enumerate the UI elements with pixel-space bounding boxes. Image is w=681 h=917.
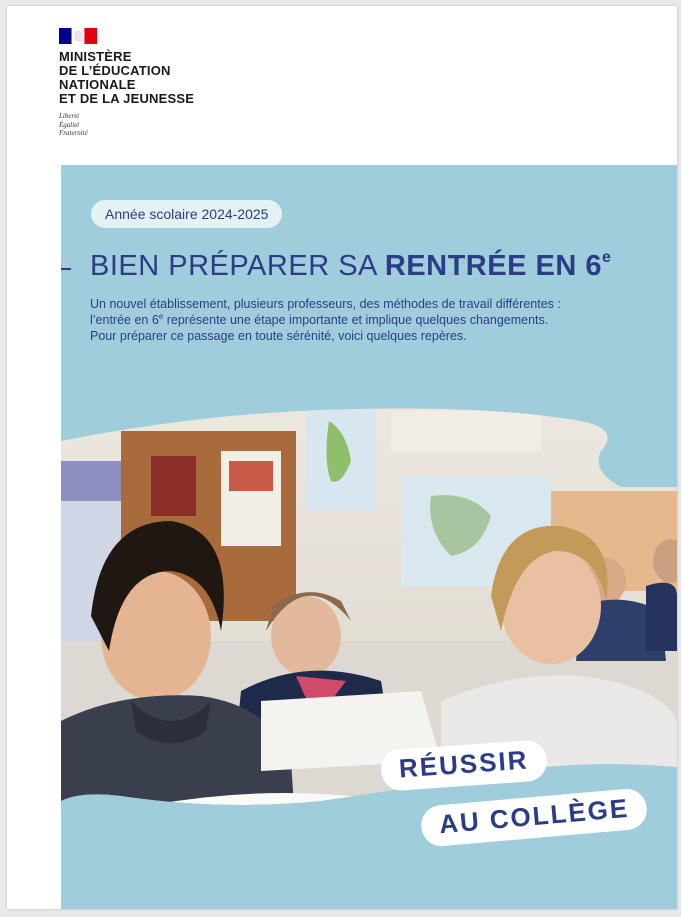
ministry-name <box>59 50 259 106</box>
reussir-sticker: RÉUSSIR <box>380 739 548 791</box>
intro-text <box>90 296 650 344</box>
college-sticker: AU COLLÈGE <box>420 787 649 848</box>
marianne-flag-icon <box>59 28 97 44</box>
school-year-badge: Année scolaire 2024-2025 <box>91 200 282 228</box>
motto-line: Égalité <box>59 120 80 129</box>
intro-superscript: e <box>158 311 164 321</box>
intro-line: Un nouvel établissement, plusieurs professeurs, des méthodes de travail différentes : <box>90 297 561 311</box>
intro-line: Pour préparer ce passage en toute sérénité, voici quelques repères. <box>90 329 467 343</box>
title-bold: RENTRÉE EN 6 <box>384 250 602 282</box>
cover-panel <box>61 165 677 909</box>
page-title <box>90 249 611 283</box>
title-superscript: e <box>601 249 612 266</box>
motto-line: Fraternité <box>59 129 88 137</box>
title-regular: BIEN PRÉPARER SA <box>90 250 385 282</box>
brochure-page <box>7 6 677 909</box>
republic-motto <box>59 112 88 138</box>
intro-line <box>90 312 650 328</box>
intro-line-part: représente une étape importante et implique quelques changements. <box>163 313 549 327</box>
title-accent-rule <box>61 268 71 270</box>
ministry-name-line: MINISTÈRE <box>59 49 132 64</box>
ministry-name-line: DE L’ÉDUCATION <box>59 63 171 78</box>
stickers <box>381 744 631 885</box>
ministry-name-line: NATIONALE <box>59 77 136 92</box>
intro-line-part: l’entrée en 6 <box>90 313 159 327</box>
ministry-name-line: ET DE LA JEUNESSE <box>59 91 195 106</box>
motto-line: Liberté <box>59 112 80 120</box>
